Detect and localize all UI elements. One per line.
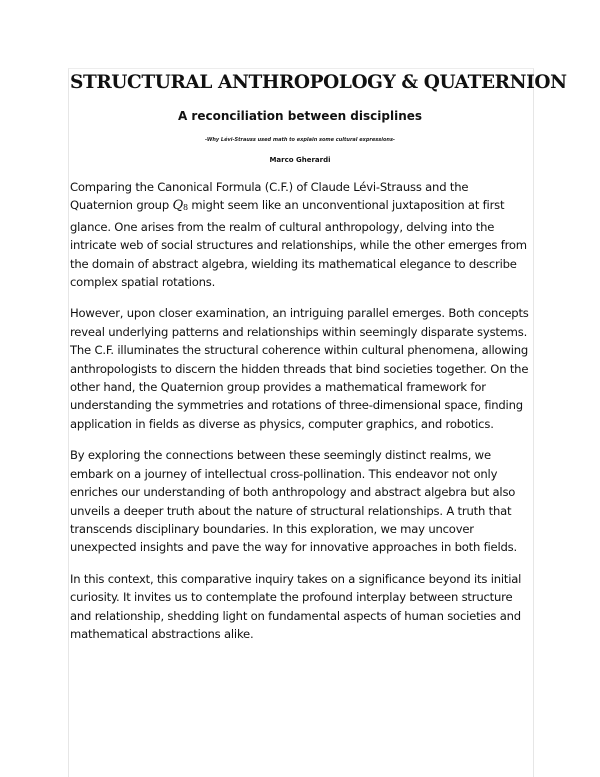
- document-tagline: -Why Lévi-Strauss used math to explain some cultural expressions-: [204, 137, 396, 143]
- paragraph-1: [70, 178, 530, 291]
- body-text: [70, 178, 530, 643]
- math-symbol: Q: [172, 198, 183, 214]
- document-subtitle: A reconciliation between disciplines: [177, 109, 423, 123]
- paragraph-3: By exploring the connections between these seemingly distinct realms, we embark on a journey of intellectual cross-pollination. This endeavor not only enriches our understanding of both anthropology and abstract algebra but also unveils a deeper truth about the nature of structural relationships. A truth that transcends disciplinary boundaries. In this exploration, we may uncover unexpected insights and pave the way for innovative approaches in both fields.: [70, 448, 517, 555]
- document-author: Marco Gherardi: [269, 156, 331, 164]
- paragraph-4: In this context, this comparative inquiry takes on a significance beyond its initial curiosity. It invites us to contemplate the profound interplay between structure and relationship, shedding light on fundamental aspects of human societies and mathematical abstractions alike.: [70, 571, 522, 641]
- math-subscript: 8: [182, 203, 188, 213]
- document-body: [70, 70, 567, 656]
- paragraph-1-end: might seem like an unconventional juxtaposition at first glance. One arises from the realm of cultural anthropology, delving into the intricate web of social structures and relationships, while the other emerges from the domain of abstract algebra, wielding its mathematical elegance to describe complex spatial rotations.: [70, 198, 527, 290]
- paragraph-2: However, upon closer examination, an intriguing parallel emerges. Both concepts reveal underlying patterns and relationships within seemingly disparate systems. The C.F. illuminates the structural coherence within cultural phenomena, allowing anthropologists to discern the hidden threads that bind societies together. On the other hand, the Quaternion group provides a mathematical framework for understanding the symmetries and rotations of three-dimensional space, finding application in fields as diverse as physics, computer graphics, and robotics.: [70, 306, 529, 431]
- document-title: STRUCTURAL ANTHROPOLOGY & QUATERNION: [70, 72, 567, 93]
- quaternion-group-symbol: [172, 198, 187, 213]
- paragraph-1-start: Comparing the Canonical Formula (C.F.) of Claude Lévi-Strauss and the Quaternion group: [70, 180, 469, 213]
